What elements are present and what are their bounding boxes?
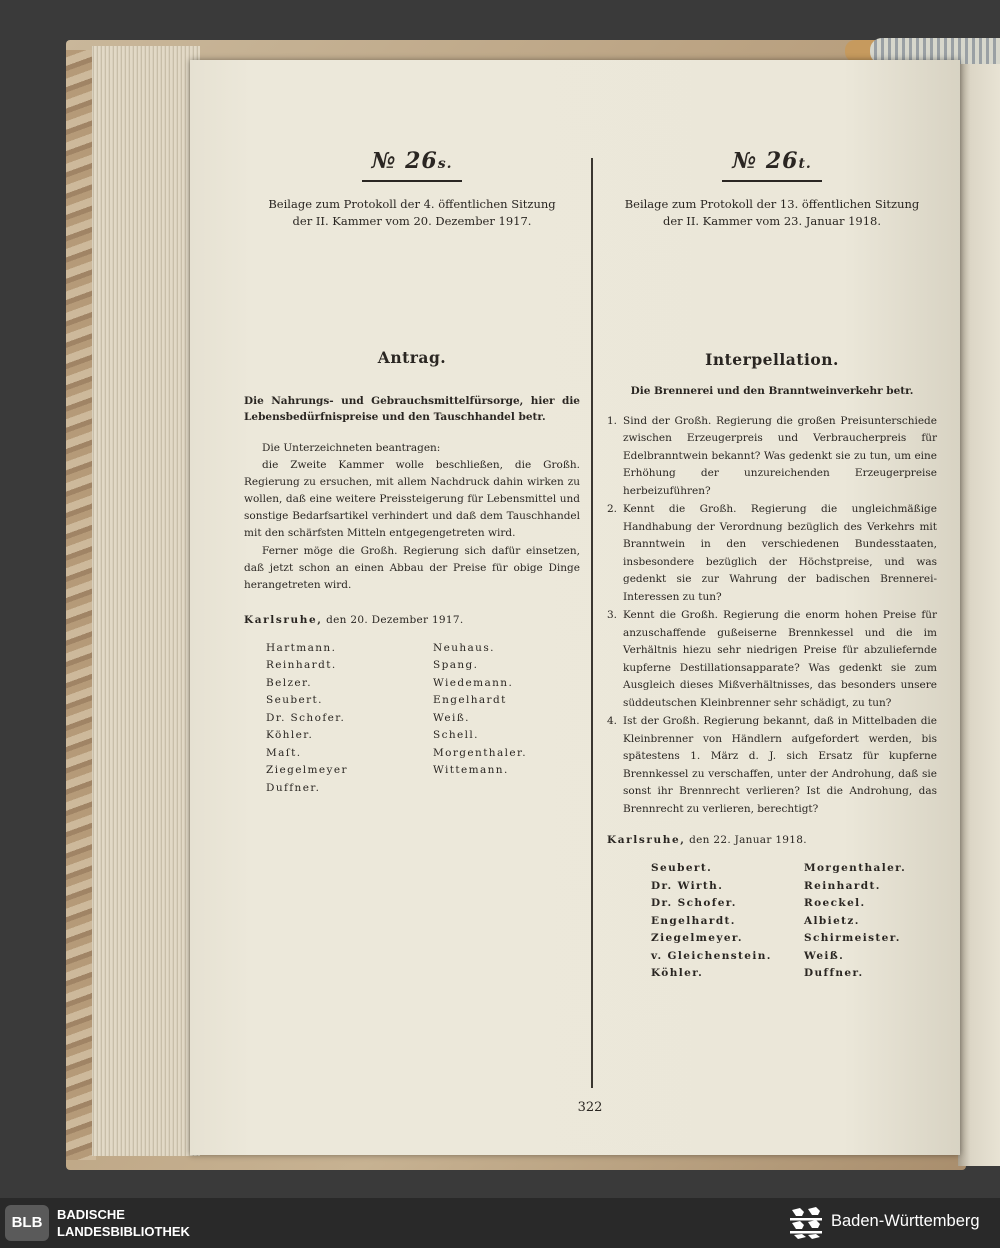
right-signatures: [607, 860, 937, 983]
signature: Ziegelmeyer.: [651, 932, 743, 944]
signature: Maſt.: [266, 746, 302, 759]
signature: Weiß.: [804, 949, 845, 962]
signature: Schell.: [433, 729, 479, 741]
left-doc-number: № 26s.: [371, 148, 453, 174]
signature: Duffner.: [266, 781, 321, 794]
left-doc-number-underline: [362, 180, 462, 182]
right-subtitle-line1: Beilage zum Protokoll der 13. öffentlichen Sitzung: [624, 196, 920, 211]
signature: Reinhardt.: [804, 879, 881, 892]
right-heading: Interpellation.: [705, 349, 839, 369]
left-signatures-col2: [433, 640, 580, 798]
signature: Roeckel.: [804, 897, 866, 909]
signature: Wiedemann.: [433, 676, 514, 689]
right-doc-number-underline: [722, 180, 822, 182]
left-paragraph-2: Ferner möge die Großh. Regierung sich dafür einsetzen, daß jetzt schon an einen Abbau der Preise für obige Dinge herangetreten wird.: [244, 544, 580, 591]
question-item: 4. Ist der Großh. Regierung bekannt, daß in Mittelbaden die Kleinbrenner von Händlern aufgefordert werden, bis spätestens 1. März d. J. sich Ersatz für kupferne Brennkessel zu verschaffen, unter der Androhung, daß sie sonst ihr Brennrecht verlieren? Ist die Androhung, das Brennrecht zu verlieren, berechtigt?: [607, 715, 937, 815]
signature: Schirmeister.: [804, 932, 901, 944]
left-signatures-col1: [266, 640, 413, 798]
blb-logo-icon[interactable]: BLB: [5, 1205, 49, 1241]
question-item: 3. Kennt die Großh. Regierung die enorm hohen Preise für anzuschaffende gußeiserne Brennkessel und die im Verhältnis hiezu sehr niedrigen Preise für abzuliefernde kupferne Destillationsapparate? Was gedenkt sie zum Ausgleich dieses Mißverhältnisses, das besonders unsere süddeutschen Kleinbrenner sehr schädigt, zu tun?: [607, 609, 937, 709]
right-place-date: Karlsruhe, den 22. Januar 1918.: [607, 834, 807, 846]
signature: Seubert.: [266, 694, 323, 706]
signature: Albietz.: [804, 914, 860, 927]
signature: Engelhardt: [433, 694, 507, 706]
left-column: [244, 148, 580, 797]
signature: Hartmann.: [266, 641, 337, 654]
library-name[interactable]: BADISCHE LANDESBIBLIOTHEK: [57, 1207, 190, 1239]
signature: Köhler.: [266, 729, 314, 741]
right-doc-number: № 26t.: [732, 148, 812, 174]
page-stack-edge: [92, 46, 200, 1156]
facing-page-edge: [958, 56, 1000, 1166]
left-place-date: Karlsruhe, den 20. Dezember 1917.: [244, 613, 464, 626]
left-signatures: [244, 640, 580, 798]
page-number: 322: [577, 1100, 603, 1115]
signature: Dr. Wirth.: [651, 879, 724, 892]
signature: v. Gleichenstein.: [651, 949, 772, 962]
signature: Wittemann.: [433, 764, 509, 776]
left-topic: Die Nahrungs- und Gebrauchsmittelfürsorge, hier die Lebensbedürfnispreise und den Tauschhandel betr.: [244, 394, 580, 423]
right-signatures-col2: [804, 860, 937, 983]
state-name[interactable]: Baden-Württemberg: [831, 1212, 980, 1230]
signature: Dr. Schofer.: [651, 897, 737, 909]
signature: Neuhaus.: [433, 641, 495, 654]
column-divider: [591, 158, 593, 1088]
signature: Morgenthaler.: [804, 862, 907, 874]
signature: Köhler.: [651, 967, 704, 979]
left-paragraph-1: die Zweite Kammer wolle beschließen, die Großh. Regierung zu ersuchen, mit allem Nachdruck dahin wirken zu wollen, daß eine weitere Preissteigerung für Lebensmittel und sonstige Bedarfsartikel verhindert und daß dem Tauschhandel mit den schärfsten Mitteln entgegengetreten wird.: [244, 458, 580, 539]
signature: Belzer.: [266, 676, 313, 689]
right-topic: Die Brennerei und den Branntweinverkehr betr.: [630, 384, 914, 397]
right-column: [607, 148, 937, 983]
left-intro: Die Unterzeichneten beantragen:: [262, 441, 441, 454]
interpellation-questions: [607, 413, 937, 819]
footer-bar: [0, 1198, 1000, 1248]
baden-wuerttemberg-lions-icon[interactable]: [788, 1206, 824, 1240]
signature: Weiß.: [433, 711, 470, 724]
signature: Duffner.: [804, 967, 864, 979]
signature: Engelhardt.: [651, 914, 736, 927]
left-heading: Antrag.: [377, 347, 447, 367]
right-subtitle-line2: der II. Kammer vom 23. Januar 1918.: [662, 213, 882, 228]
signature: Spang.: [433, 659, 479, 671]
left-subtitle-line2: der II. Kammer vom 20. Dezember 1917.: [292, 213, 532, 228]
signature: Ziegelmeyer: [266, 764, 348, 776]
question-item: 1. Sind der Großh. Regierung die großen Preisunterschiede zwischen Erzeugerpreis und Verbraucherpreis für Edelbranntwein bekannt? Was gedenkt sie zu tun, um eine Erhöhung der unzureichenden Erzeugerpreise herbeizuführen?: [607, 414, 937, 497]
right-signatures-col1: [651, 860, 784, 983]
signature: Reinhardt.: [266, 659, 337, 671]
left-subtitle-line1: Beilage zum Protokoll der 4. öffentlichen Sitzung: [268, 196, 556, 211]
signature: Seubert.: [651, 862, 713, 874]
signature: Morgenthaler.: [433, 746, 528, 759]
question-item: 2. Kennt die Großh. Regierung die ungleichmäßige Handhabung der Verordnung bezüglich des Verkehrs mit Branntwein in den verschiedenen Bundesstaaten, insbesondere bezüglich der Höchstpreise, und was gedenkt sie zur Wahrung der badischen Brennerei-Interessen zu tun?: [607, 503, 937, 603]
signature: Dr. Schofer.: [266, 711, 346, 724]
